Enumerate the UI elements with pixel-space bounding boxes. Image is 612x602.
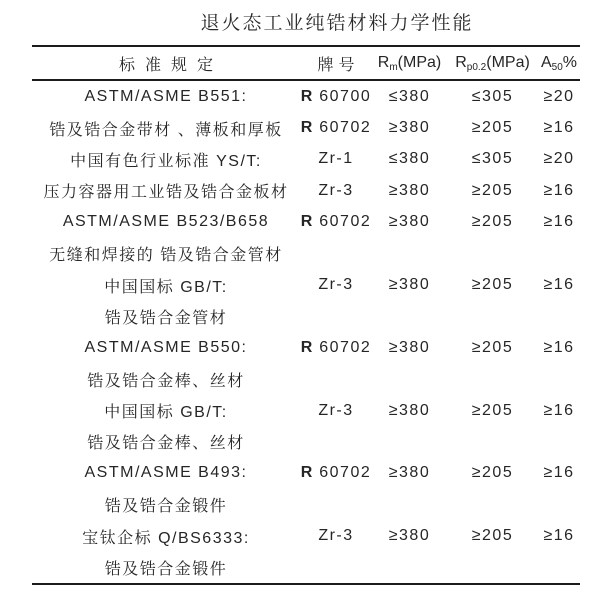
rm-cell: ≥380	[388, 527, 431, 545]
table-row	[32, 144, 580, 175]
rp02-cell: ≥205	[471, 338, 514, 356]
rp02-cell: ≥205	[471, 464, 514, 482]
standard-cell: 压力容器用工业锆及锆合金板材	[43, 184, 289, 202]
grade-cell: Zr-3	[318, 527, 354, 545]
rm-cell: ≤380	[388, 87, 431, 105]
table-row	[32, 80, 580, 112]
rp02-cell: ≥205	[471, 401, 514, 419]
grade-cell	[300, 489, 372, 520]
grade-cell: R 60702	[300, 338, 372, 356]
table-row	[32, 458, 580, 489]
standard-cell: 锆及锆合金管材	[104, 309, 228, 327]
header-rm	[372, 46, 447, 80]
grade-cell: Zr-1	[318, 150, 354, 168]
a50-cell: ≥16	[543, 213, 575, 231]
rp02-cell: ≥205	[471, 276, 514, 294]
rp02-cell	[447, 426, 538, 457]
table-row	[32, 301, 580, 332]
header-standard: 标准规定	[32, 46, 300, 80]
header-a50-symbol: A	[540, 53, 552, 71]
header-rp02	[447, 46, 538, 80]
grade-cell: Zr-3	[318, 276, 354, 294]
standard-cell: ASTM/ASME B523/B658	[62, 213, 270, 231]
rm-cell: ≥380	[388, 276, 431, 294]
header-rp02-unit: (MPa)	[486, 53, 530, 71]
table-title: 退火态工业纯锆材料力学性能	[200, 13, 474, 34]
rm-cell	[372, 552, 447, 584]
standard-cell: 无缝和焊接的 锆及锆合金管材	[49, 247, 283, 265]
standard-cell: ASTM/ASME B551:	[84, 87, 248, 105]
header-rm-symbol: R	[377, 53, 390, 71]
standard-cell: 中国国标 GB/T:	[104, 278, 228, 296]
table-row	[32, 238, 580, 269]
rm-cell	[372, 426, 447, 457]
rm-cell: ≥380	[388, 213, 431, 231]
properties-table	[32, 45, 580, 585]
a50-cell: ≥16	[543, 276, 575, 294]
rp02-cell	[447, 301, 538, 332]
standard-cell: 锆及锆合金带材 、薄板和厚板	[49, 121, 283, 139]
table-row	[32, 175, 580, 206]
a50-cell	[538, 426, 580, 457]
rm-cell: ≥380	[388, 464, 431, 482]
standard-cell: 锆及锆合金锻件	[104, 561, 228, 579]
a50-cell	[538, 552, 580, 584]
a50-cell	[538, 489, 580, 520]
rm-cell: ≤380	[388, 150, 431, 168]
standard-cell: ASTM/ASME B493:	[84, 464, 248, 482]
table-row	[32, 269, 580, 300]
grade-cell: R 60700	[300, 87, 372, 105]
header-grade: 牌号	[300, 46, 372, 80]
grade-cell: R 60702	[300, 119, 372, 137]
standard-cell: 宝钛企标 Q/BS6333:	[82, 529, 250, 547]
rp02-cell: ≤305	[471, 87, 514, 105]
standard-cell: 锆及锆合金棒、丝材	[87, 435, 245, 453]
rp02-cell: ≥205	[471, 527, 514, 545]
rp02-cell	[447, 364, 538, 395]
standard-cell: 锆及锆合金棒、丝材	[87, 372, 245, 390]
rm-cell	[372, 238, 447, 269]
rm-cell: ≥380	[388, 401, 431, 419]
table-row	[32, 552, 580, 584]
rm-cell: ≥380	[388, 338, 431, 356]
a50-cell: ≥16	[543, 119, 575, 137]
a50-cell: ≥20	[543, 150, 575, 168]
table-row	[32, 520, 580, 551]
rm-cell	[372, 489, 447, 520]
a50-cell: ≥16	[543, 181, 575, 199]
grade-cell	[300, 301, 372, 332]
rm-cell	[372, 364, 447, 395]
a50-cell: ≥16	[543, 464, 575, 482]
table-header	[32, 46, 580, 80]
table-row	[32, 395, 580, 426]
header-rp02-symbol: R	[455, 53, 467, 71]
table-row	[32, 332, 580, 363]
header-rm-subscript: m	[389, 61, 398, 73]
rm-cell: ≥380	[388, 119, 431, 137]
rm-cell: ≥380	[388, 181, 431, 199]
grade-cell: Zr-3	[318, 401, 354, 419]
rm-cell	[372, 301, 447, 332]
rp02-cell	[447, 552, 538, 584]
header-row	[32, 46, 580, 80]
rp02-cell	[447, 238, 538, 269]
standard-cell: 锆及锆合金锻件	[104, 498, 228, 516]
grade-cell	[300, 238, 372, 269]
table-row	[32, 364, 580, 395]
grade-cell: R 60702	[300, 213, 372, 231]
standard-cell: 中国国标 GB/T:	[104, 404, 228, 422]
a50-cell: ≥16	[543, 527, 575, 545]
a50-cell	[538, 301, 580, 332]
standard-cell: ASTM/ASME B550:	[84, 338, 248, 356]
grade-cell	[300, 552, 372, 584]
table-row	[32, 207, 580, 238]
grade-cell: Zr-3	[318, 181, 354, 199]
header-a50-unit: %	[562, 53, 578, 71]
rp02-cell: ≥205	[471, 119, 514, 137]
rp02-cell: ≥205	[471, 213, 514, 231]
header-rp02-subscript: p0.2	[466, 61, 487, 73]
a50-cell	[538, 238, 580, 269]
header-rm-unit: (MPa)	[397, 53, 442, 71]
table-row	[32, 426, 580, 457]
header-a50-subscript: 50	[551, 61, 563, 73]
header-a50	[538, 46, 580, 80]
grade-cell: R 60702	[300, 464, 372, 482]
a50-cell: ≥16	[543, 401, 575, 419]
a50-cell: ≥20	[543, 87, 575, 105]
grade-cell	[300, 426, 372, 457]
table-row	[32, 489, 580, 520]
table-row	[32, 112, 580, 143]
rp02-cell: ≤305	[471, 150, 514, 168]
a50-cell	[538, 364, 580, 395]
table-body	[32, 80, 580, 584]
grade-cell	[300, 364, 372, 395]
a50-cell: ≥16	[543, 338, 575, 356]
rp02-cell: ≥205	[471, 181, 514, 199]
standard-cell: 中国有色行业标准 YS/T:	[70, 152, 262, 170]
rp02-cell	[447, 489, 538, 520]
